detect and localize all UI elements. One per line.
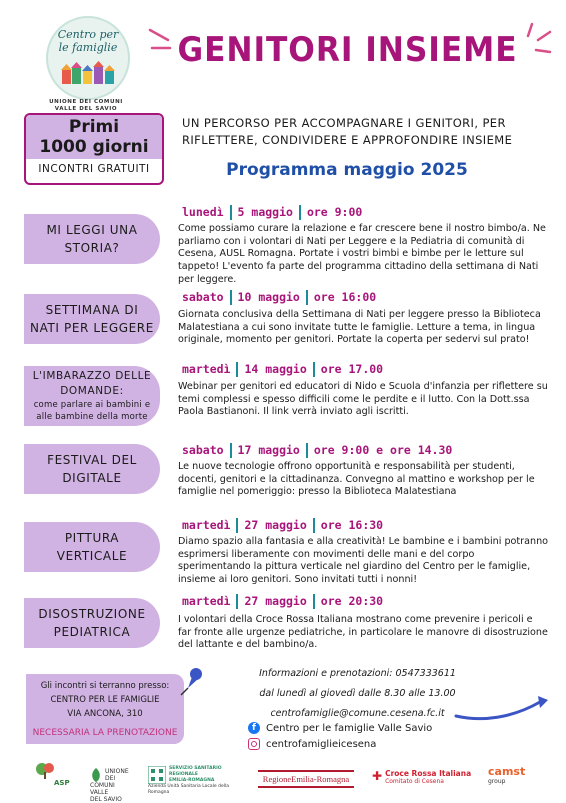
event-date-5 [182, 518, 383, 535]
houses-icon [60, 60, 116, 86]
event-desc-2: Giornata conclusiva della Settimana di Nati per leggere presso la Biblioteca Malatestiana a cui sono invitate tutte le famiglie. Letture a tema, in lingua originale, momento per genitori. Portate la coperta per sedervi sul prato! [178, 309, 541, 346]
event-time: ore 17.00 [320, 362, 384, 376]
event-title-3 [24, 366, 160, 426]
camst-sub: group [488, 778, 506, 785]
primi-line1: Primi [68, 117, 120, 137]
event-title-2 [24, 294, 160, 344]
event-date-4 [182, 443, 452, 460]
event-title-line2: STORIA? [64, 241, 120, 255]
event-title-line1: SETTIMANA DI [45, 303, 139, 317]
event-subtitle-line2: alle bambine della morte [36, 412, 148, 422]
pin-icon [178, 666, 206, 696]
union-line1: UNIONE DEI COMUNI [49, 99, 123, 105]
ssr-line3: Azienda Unità Sanitaria Locale della Romagna [148, 784, 229, 795]
facebook-link[interactable] [248, 722, 432, 734]
unione-line1: UNIONE [105, 768, 129, 775]
program-title: Programma maggio 2025 [226, 160, 468, 180]
event-desc-5: Diamo spazio alla fantasia e alla creatività! Le bambine e i bambini potranno esprimersi liberamente con movimenti delle mani e del corpo sperimentando la pittura verticale nel giardino del Centro per le famiglie, insieme ai loro genitori. Sono invitati tutti i nonni! [178, 536, 549, 586]
event-title-1 [24, 214, 160, 264]
tree-icon [34, 762, 58, 780]
event-title-line2: DOMANDE: [60, 385, 124, 397]
event-day: sabato [182, 290, 224, 304]
info-phone: Informazioni e prenotazioni: 0547333611 [259, 668, 456, 679]
event-title-line1: PITTURA [64, 531, 120, 545]
event-time: ore 9:00 e ore 14.30 [313, 443, 453, 457]
instagram-label: centrofamiglieicesena [266, 739, 377, 750]
unione-line4: DEL SAVIO [90, 796, 122, 803]
asp-label: ASP [54, 779, 70, 787]
event-day: martedì [182, 594, 231, 608]
event-desc-3: Webinar per genitori ed educatori di Nido e Scuola d'infanzia per riflettere su temi complessi e spesso difficili come le perdite e il lutto. Con la Dott.ssa Paola Bastianoni. Il link verrà inviato agli iscritti. [178, 381, 548, 418]
event-time: ore 16:00 [313, 290, 377, 304]
event-time: ore 9:00 [306, 205, 363, 219]
ssr-line2: EMILIA-ROMAGNA [169, 778, 215, 783]
cri-logo [372, 770, 472, 785]
event-day: martedì [182, 362, 231, 376]
event-date: 17 maggio [237, 443, 300, 457]
event-title-line1: FESTIVAL DEL [47, 453, 137, 467]
event-date-6 [182, 594, 383, 611]
event-title-4 [24, 444, 160, 494]
logo-text [48, 28, 128, 54]
event-title-line1: MI LEGGI UNA [46, 223, 138, 237]
union-label [36, 99, 136, 113]
unione-line3: VALLE [90, 789, 109, 796]
event-time: ore 20:30 [320, 594, 384, 608]
red-cross-icon: ✚ [372, 769, 383, 783]
arrow-icon [452, 694, 552, 722]
instagram-link[interactable] [248, 738, 376, 750]
event-title-line2: NATI PER LEGGERE [30, 321, 154, 335]
primi-line2: 1000 giorni [39, 137, 149, 157]
event-date: 10 maggio [237, 290, 300, 304]
page-title: GENITORI INSIEME [177, 30, 518, 70]
primi-1000-giorni-badge [24, 113, 164, 185]
venue-line2: CENTRO PER LE FAMIGLIE [50, 695, 160, 705]
booking-required: NECESSARIA LA PRENOTAZIONE [32, 728, 178, 738]
regione-logo: RegioneEmilia-Romagna [258, 770, 354, 788]
event-subtitle-line1: come parlare ai bambini e [33, 400, 151, 410]
cri-line2: Comitato di Cesena [385, 778, 444, 785]
event-date: 27 maggio [244, 518, 307, 532]
cri-line1: Croce Rossa Italiana [385, 769, 472, 778]
event-title-line1: L'IMBARAZZO DELLE [32, 370, 152, 382]
asp-logo [34, 762, 76, 792]
event-title-line2: VERTICALE [56, 549, 128, 563]
primi-line3: INCONTRI GRATUITI [38, 163, 150, 175]
event-date: 5 maggio [237, 205, 293, 219]
intro-text [182, 115, 552, 149]
intro-line2: RIFLETTERE, CONDIVIDERE E APPROFONDIRE INSIEME [182, 133, 513, 147]
venue-line1: Gli incontri si terranno presso: [40, 681, 170, 691]
event-title-line1: DISOSTRUZIONE [38, 607, 146, 621]
unione-logo [90, 768, 134, 803]
event-title-line2: DIGITALE [62, 471, 122, 485]
event-title-5 [24, 522, 160, 572]
event-day: lunedì [182, 205, 224, 219]
unione-line2: DEI COMUNI [90, 775, 116, 789]
camst-logo [488, 766, 538, 785]
event-title-line2: PEDIATRICA [53, 625, 131, 639]
instagram-icon [248, 738, 260, 750]
info-email[interactable]: centrofamiglie@comune.cesena.fc.it [270, 708, 445, 719]
intro-line1: UN PERCORSO PER ACCOMPAGNARE I GENITORI, PER [182, 116, 506, 130]
ssr-grid-icon [148, 766, 166, 784]
union-line2: VALLE DEL SAVIO [54, 106, 118, 112]
event-title-6 [24, 598, 160, 648]
facebook-label: Centro per le famiglie Valle Savio [266, 723, 433, 734]
camst-label: camst [488, 765, 526, 778]
event-date-3 [182, 362, 383, 379]
event-desc-6: I volontari della Croce Rossa Italiana mostrano come prevenire i pericoli e far fronte alle urgenze pediatriche, in particolare le manovre di disostruzione del lattante e del bambino/a. [178, 614, 548, 651]
info-block [240, 664, 475, 724]
event-day: sabato [182, 443, 224, 457]
info-hours: dal lunedì al giovedì dalle 8.30 alle 13.00 [259, 688, 456, 699]
venue-line3: VIA ANCONA, 310 [67, 709, 143, 719]
leaf-icon [90, 768, 102, 782]
ssr-line1: SERVIZIO SANITARIO REGIONALE [169, 766, 222, 777]
logo-line1: Centro per [57, 28, 119, 41]
event-date: 27 maggio [244, 594, 307, 608]
logo-line2: le famiglie [58, 41, 118, 54]
event-desc-4: Le nuove tecnologie offrono opportunità e responsabilità per studenti, docenti, genitori e la cittadinanza. Convegno al mattino e workshop per le famiglie nel pomeriggio: presso la Biblioteca Malatestiana [178, 461, 535, 498]
event-date-1 [182, 205, 362, 222]
event-desc-1: Come possiamo curare la relazione e far crescere bene il nostro bimbo/a. Ne parliamo con i volontari di Nati per Leggere e la Pediatria di comunità di Cesena, AUSL Romagna. Portate i vostri bimbi e bimbe per le letture sul tappeto! L'evento fa parte del programma cittadino della settimana di Nati per leggere. [178, 223, 546, 285]
facebook-icon: f [248, 722, 260, 734]
event-day: martedì [182, 518, 231, 532]
ssr-logo [148, 766, 248, 796]
event-time: ore 16:30 [320, 518, 384, 532]
event-date: 14 maggio [244, 362, 307, 376]
centro-famiglie-logo [46, 16, 130, 100]
event-date-2 [182, 290, 376, 307]
